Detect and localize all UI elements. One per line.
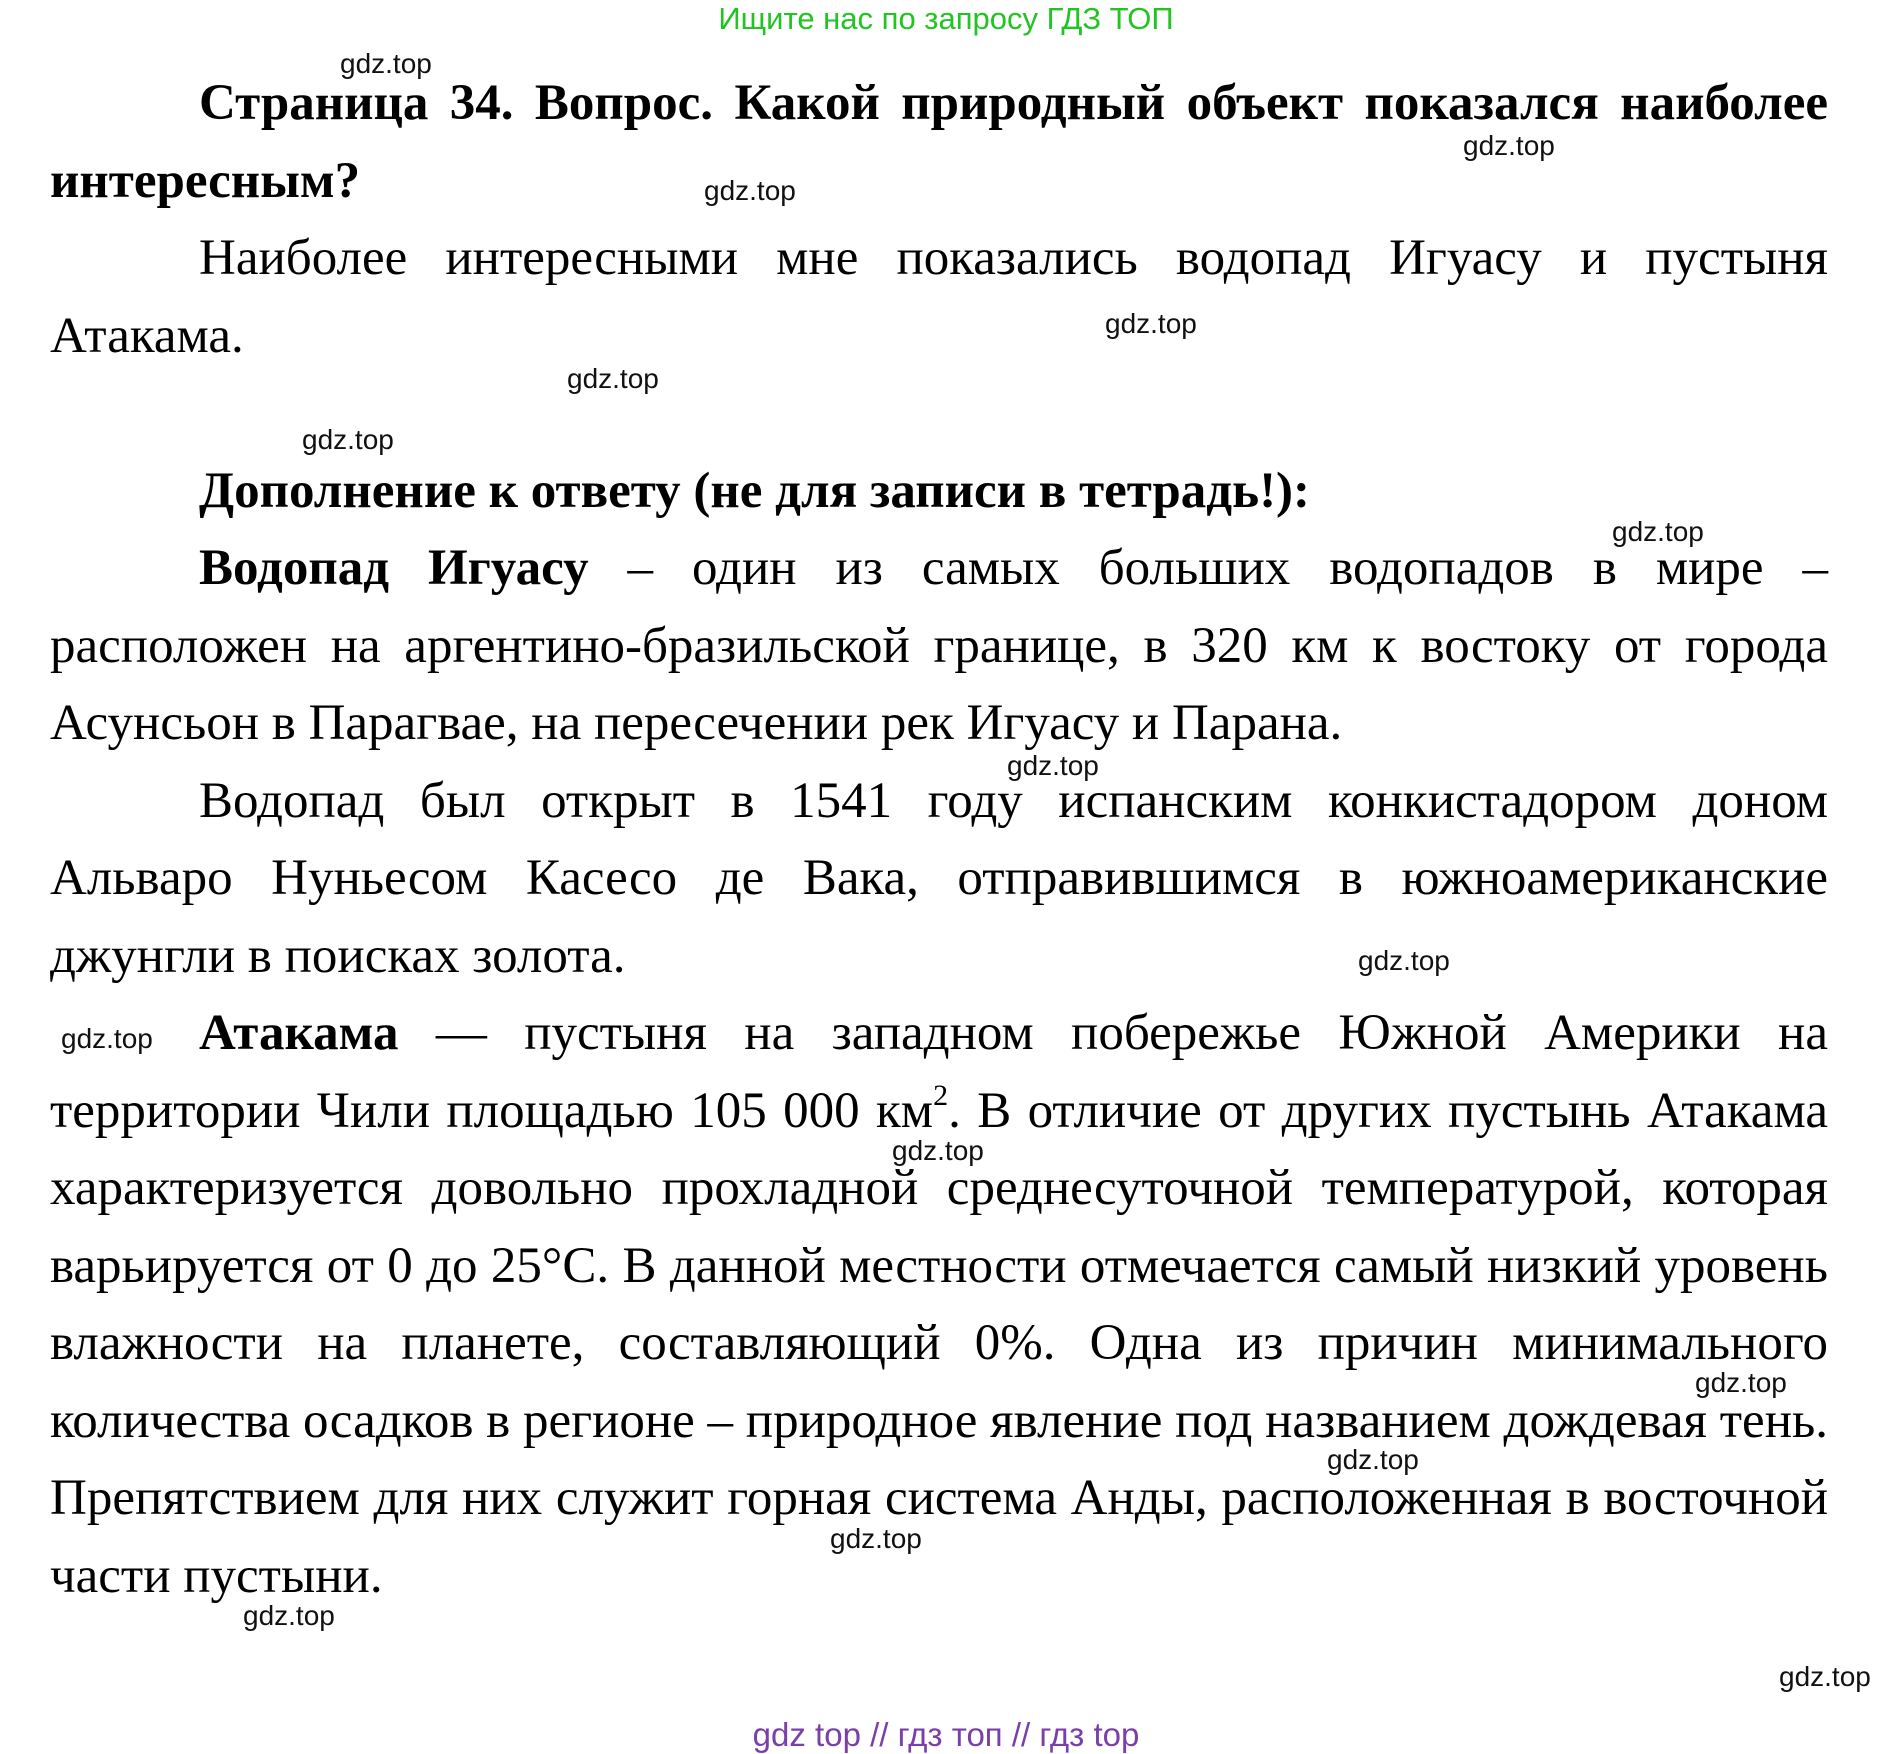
question-heading: Страница 34. Вопрос. Какой природный объект показался наиболее интересным? bbox=[50, 75, 1828, 209]
watermark: gdz.top bbox=[243, 1600, 335, 1631]
watermark: gdz.top bbox=[1612, 516, 1704, 547]
watermark: gdz.top bbox=[1695, 1367, 1787, 1398]
watermark: gdz.top bbox=[340, 48, 432, 79]
iguazu-text: – один из самых больших водопадов в мире – расположен на аргентино-бразильской границе, в 320 км к востоку от города Асунсьон в Парагвае, на пересечении рек Игуасу и Парана. bbox=[50, 540, 1828, 751]
watermark: gdz.top bbox=[61, 1023, 153, 1054]
atacama-paragraph bbox=[50, 995, 1828, 1615]
site-footer: gdz top // гдз топ // гдз top bbox=[752, 1716, 1140, 1753]
watermark: gdz.top bbox=[830, 1523, 922, 1554]
supplement-heading: Дополнение к ответу (не для записи в тетрадь!): bbox=[199, 462, 1311, 519]
document-body bbox=[50, 65, 1828, 1615]
iguazu-term: Водопад Игуасу bbox=[199, 540, 589, 596]
watermark: gdz.top bbox=[1105, 308, 1197, 339]
atacama-text-2: . В отличие от других пустынь Атакама характеризуется довольно прохладной среднесуточной температурой, которая варьируется от 0 до 25°С. В данной местности отмечается самый низкий уровень влажности на планете, составляющий 0%. Одна из причин минимального количества осадков в регионе – природное явление под названием дождевая тень. Препятствием для них служит горная система Анды, расположенная в восточной части пустыни. bbox=[50, 1082, 1828, 1604]
site-banner: Ищите нас по запросу ГДЗ ТОП bbox=[718, 1, 1174, 36]
area-superscript: 2 bbox=[933, 1078, 949, 1112]
watermark: gdz.top bbox=[1007, 750, 1099, 781]
watermark: gdz.top bbox=[567, 363, 659, 394]
watermark: gdz.top bbox=[1463, 130, 1555, 161]
watermark: gdz.top bbox=[302, 424, 394, 455]
iguazu-paragraph bbox=[50, 530, 1828, 763]
watermark: gdz.top bbox=[1358, 945, 1450, 976]
watermark: gdz.top bbox=[704, 175, 796, 206]
iguazu-discovery-paragraph: Водопад был открыт в 1541 году испанским конкистадором доном Альваро Нуньесом Касесо де Вака, отправившимся в южноамериканские джунгли в поисках золота. bbox=[50, 772, 1828, 984]
watermark: gdz.top bbox=[1779, 1661, 1871, 1692]
atacama-text-1: — пустыня на западном побережье Южной Америки на территории Чили площадью 105 000 км bbox=[50, 1005, 1828, 1139]
watermark: gdz.top bbox=[892, 1135, 984, 1166]
answer-paragraph: Наиболее интересными мне показались водопад Игуасу и пустыня Атакама. bbox=[50, 230, 1828, 364]
watermark: gdz.top bbox=[1327, 1444, 1419, 1475]
atacama-term: Атакама bbox=[199, 1005, 399, 1061]
